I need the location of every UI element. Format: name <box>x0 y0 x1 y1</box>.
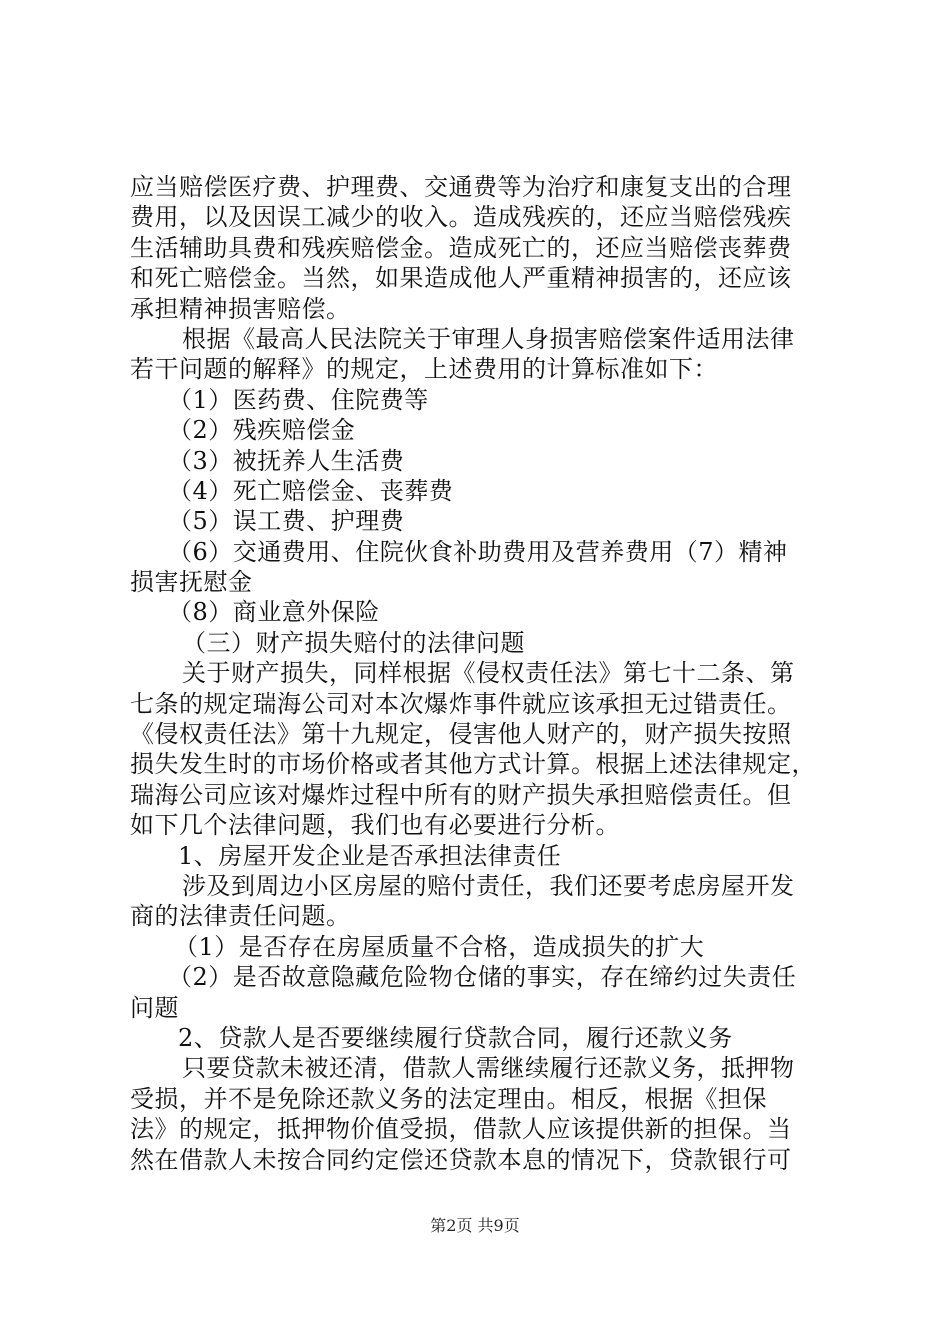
text-line: 损失发生时的市场价格或者其他方式计算。根据上述法律规定， <box>130 750 816 779</box>
text-line: 根据《最高人民法院关于审理人身损害赔偿案件适用法律 <box>182 324 795 353</box>
text-line: 关于财产损失，同样根据《侵权责任法》第七十二条、第 <box>182 659 795 688</box>
text-line: 2、贷款人是否要继续履行贷款合同，履行还款义务 <box>178 1023 733 1052</box>
text-line: （2）是否故意隐藏危险物仓储的事实，存在缔约过失责任 <box>168 963 797 992</box>
text-line: （3）被抚养人生活费 <box>168 446 405 475</box>
text-line: 生活辅助具费和残疾赔偿金。造成死亡的，还应当赔偿丧葬费 <box>130 233 792 262</box>
text-line: （1）是否存在房屋质量不合格，造成损失的扩大 <box>174 932 705 961</box>
page-footer: 第2页 共9页 <box>430 1216 520 1235</box>
text-line: 和死亡赔偿金。当然，如果造成他人严重精神损害的，还应该 <box>130 264 792 293</box>
text-line: 法》的规定，抵押物价值受损，借款人应该提供新的担保。当 <box>130 1115 792 1144</box>
text-line: 损害抚慰金 <box>130 568 253 597</box>
text-line: （1）医药费、住院费等 <box>168 385 429 414</box>
text-line: 涉及到周边小区房屋的赔付责任，我们还要考虑房屋开发 <box>182 871 795 900</box>
text-line: 若干问题的解释》的规定，上述费用的计算标准如下： <box>130 355 718 384</box>
text-line: 《侵权责任法》第十九规定，侵害他人财产的，财产损失按照 <box>130 720 792 749</box>
text-line: 应当赔偿医疗费、护理费、交通费等为治疗和康复支出的合理 <box>130 173 792 201</box>
text-line: 1、房屋开发企业是否承担法律责任 <box>178 841 562 870</box>
text-line: 问题 <box>130 993 179 1022</box>
text-line: 七条的规定瑞海公司对本次爆炸事件就应该承担无过错责任。 <box>130 689 792 718</box>
text-line: （三）财产损失赔付的法律问题 <box>182 628 525 657</box>
text-line: （2）残疾赔偿金 <box>168 416 356 445</box>
text-line: 承担精神损害赔偿。 <box>130 294 351 323</box>
text-line: 费用，以及因误工减少的收入。造成残疾的，还应当赔偿残疾 <box>130 203 792 232</box>
document-body <box>130 172 830 1175</box>
text-line: （8）商业意外保险 <box>168 598 380 627</box>
text-line: 如下几个法律问题，我们也有必要进行分析。 <box>130 811 620 840</box>
text-line: 受损，并不是免除还款义务的法定理由。相反，根据《担保 <box>130 1084 767 1113</box>
text-line: 只要贷款未被还清，借款人需继续履行还款义务，抵押物 <box>182 1054 795 1083</box>
text-line: （5）误工费、护理费 <box>168 507 405 536</box>
text-line: （4）死亡赔偿金、丧葬费 <box>168 476 454 505</box>
text-line: 商的法律责任问题。 <box>130 902 351 931</box>
text-line: 瑞海公司应该对爆炸过程中所有的财产损失承担赔偿责任。但 <box>130 780 792 809</box>
text-line: 然在借款人未按合同约定偿还贷款本息的情况下，贷款银行可 <box>130 1145 792 1174</box>
text-line: （6）交通费用、住院伙食补助费用及营养费用（7）精神 <box>168 537 788 566</box>
